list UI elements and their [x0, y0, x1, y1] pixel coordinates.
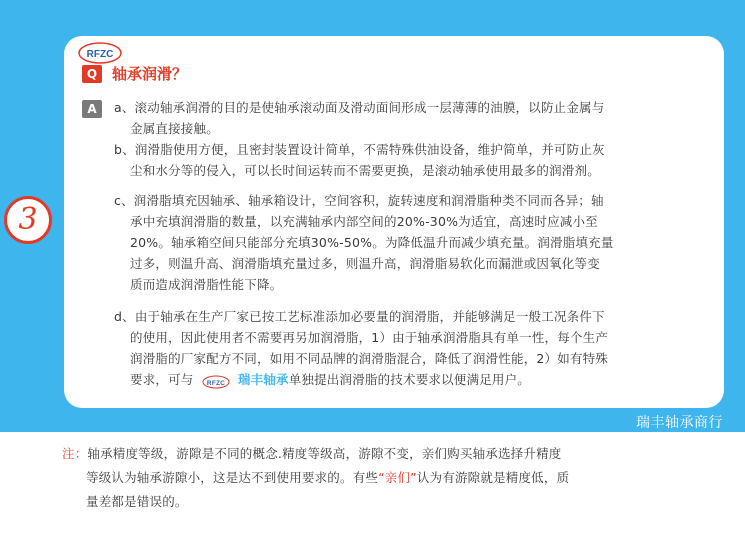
note-line2 — [62, 466, 722, 490]
para-b-line2: 尘和水分等的侵入，可以长时间运转而不需要更换，是滚动轴承使用最多的润滑剂。 — [130, 163, 600, 178]
note-section — [62, 442, 722, 514]
para-d-line4-pre: 要求，可与 — [130, 372, 194, 387]
answer-badge: A — [82, 100, 102, 118]
para-c-line3: 20%。轴承箱空间只能部分充填30%-50%。为降低温升而减少填充量。润滑脂填充量 — [130, 235, 614, 250]
para-d-line2: 的使用，因此使用者不需要再另加润滑脂，1）由于轴承润滑脂具有单一性，每个生产 — [130, 330, 609, 345]
rfzc-logo — [78, 42, 122, 64]
para-a-line2: 金属直接接触。 — [130, 121, 219, 136]
para-c-line4: 过多，则温升高、润滑脂填充量过多，则温升高，润滑脂易软化而漏泄或因氧化等变 — [130, 256, 600, 271]
answer-paragraph-a — [114, 97, 704, 139]
svg-text:RFZC: RFZC — [206, 379, 225, 387]
para-a-line1: a、滚动轴承润滑的目的是使轴承滚动面及滑动面间形成一层薄薄的油膜，以防止金属与 — [114, 100, 605, 115]
note-line3: 量差都是错误的。 — [86, 494, 188, 509]
footer-brand: 瑞丰轴承商行 — [636, 415, 723, 431]
note-line2-quote: “亲们” — [378, 470, 417, 485]
answer-paragraph-c — [114, 190, 704, 295]
step-number-badge: 3 — [4, 196, 52, 244]
para-d-line4-post: 单独提出润滑脂的技术要求以便满足用户。 — [288, 372, 531, 387]
note-line2-post: 认为有游隙就是精度低，质 — [416, 470, 570, 485]
note-label: 注： — [62, 446, 88, 461]
rfzc-inline-logo — [202, 374, 230, 388]
para-c-line1: c、润滑脂填充因轴承、轴承箱设计，空间容积，旋转速度和润滑脂种类不同而各异；轴 — [114, 193, 604, 208]
para-d-line3: 润滑脂的厂家配方不同，如用不同品牌的润滑脂混合，降低了润滑性能，2）如有特殊 — [130, 351, 609, 366]
para-c-line2: 承中充填润滑脂的数量，以充满轴承内部空间的20%-30%为适宜，高速时应减小至 — [130, 214, 598, 229]
question-title: 轴承润滑？ — [112, 65, 188, 83]
note-line2-pre: 等级认为轴承游隙小，这是达不到使用要求的。有些 — [86, 470, 379, 485]
para-d-line4 — [114, 369, 704, 390]
para-b-line1: b、润滑脂使用方便，且密封装置设计简单，不需特殊供油设备，维护简单，并可防止灰 — [114, 142, 605, 157]
answer-paragraph-d — [114, 306, 704, 390]
svg-text:RFZC: RFZC — [86, 49, 114, 60]
para-c-line5: 质而造成润滑脂性能下降。 — [130, 277, 283, 292]
brand-inline-name: 瑞丰轴承 — [237, 372, 289, 387]
para-d-line1: d、由于轴承在生产厂家已按工艺标准添加必要量的润滑脂，并能够满足一般工况条件下 — [114, 309, 605, 324]
answer-paragraph-b — [114, 139, 704, 181]
question-badge: Q — [82, 65, 102, 83]
note-line1: 轴承精度等级，游隙是不同的概念.精度等级高，游隙不变，亲们购买轴承选择升精度 — [87, 446, 562, 461]
